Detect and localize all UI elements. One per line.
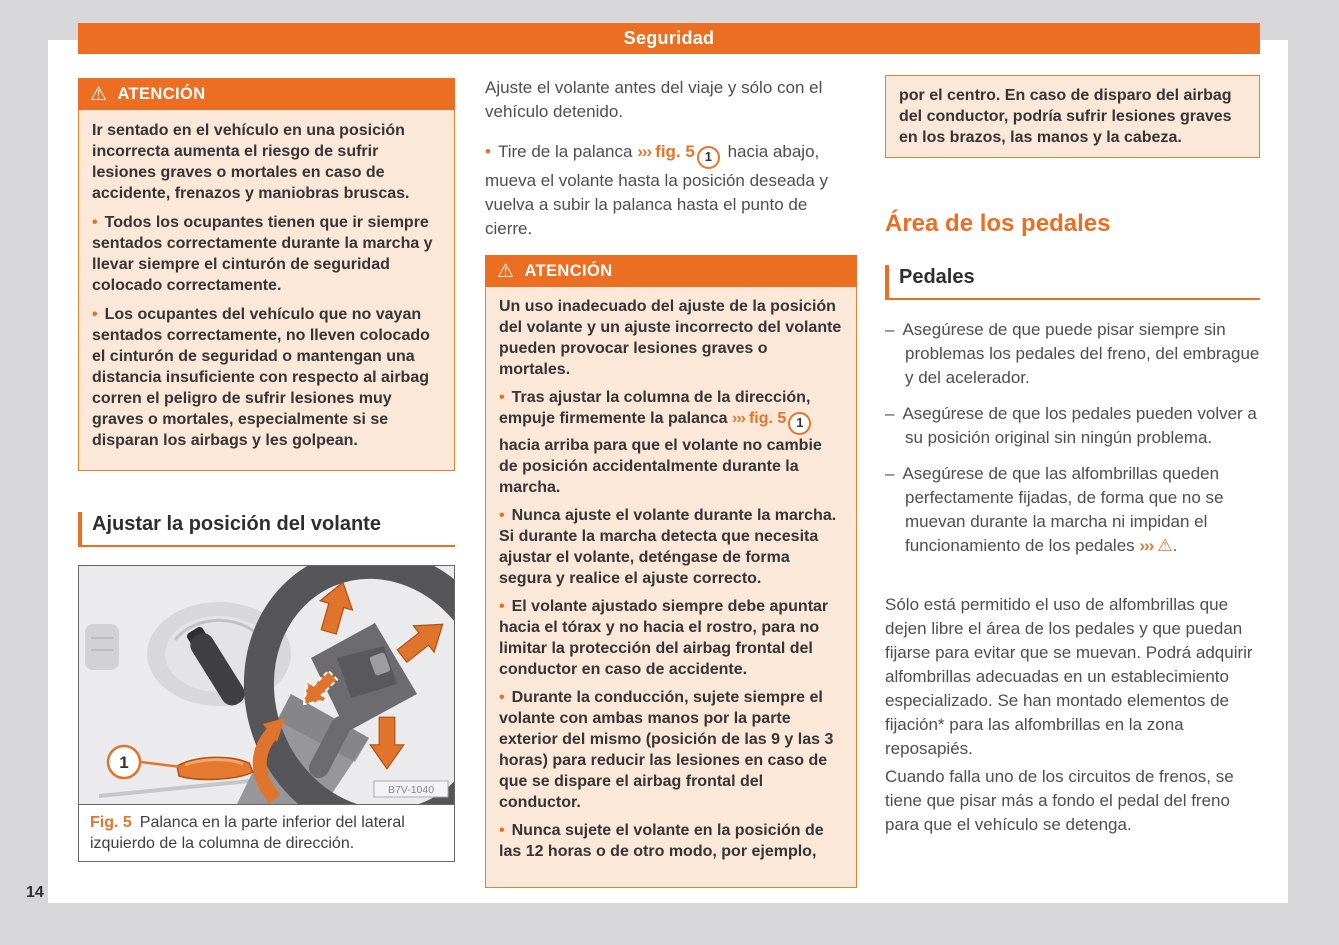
warning-continuation-text: por el centro. En caso de disparo del airbag del conductor, podría sufrir lesiones graves en los brazos, las manos y la cabeza. [899, 87, 1232, 146]
list-item-text: Asegúrese de que las alfombrillas queden perfectamente fijadas, de forma que no se muevan durante la marcha ni impidan el funcionamiento de los pedales [902, 464, 1224, 555]
warning-box-title: ATENCIÓN [117, 84, 206, 103]
bullet-marker: • [92, 306, 98, 323]
cross-ref-arrows-icon: ››› [1139, 536, 1154, 555]
warning-bullet-text: hacia arriba para que el volante no cambie de posición accidentalmente durante la marcha. [499, 437, 822, 496]
warning-bullet-text: Los ocupantes del vehículo que no vayan sentados correctamente, no lleven colocado el cinturón de seguridad o mantengan una distancia insuficiente con respecto al airbag corren el peligro de sufrir lesiones muy graves o mortales, especialmente si se disparan los airbags y les golpean. [92, 306, 430, 449]
warning-intro: Un uso inadecuado del ajuste de la posición del volante y un ajuste incorrecto del volante pueden provocar lesiones graves o mortales. [499, 298, 842, 378]
bullet-marker: • [499, 822, 505, 839]
pedal-checklist [885, 318, 1263, 570]
figure-caption-text: Palanca en la parte inferior del lateral izquierdo de la columna de dirección. [90, 814, 405, 852]
warning-triangle-icon: ⚠ [90, 83, 108, 105]
list-item-text: . [1172, 536, 1178, 555]
chapter-heading-pedales [885, 210, 1260, 238]
middle-intro-paragraph: Ajuste el volante antes del viaje y sólo con el vehículo detenido. [485, 78, 823, 121]
warning-intro: Ir sentado en el vehículo en una posición incorrecta aumenta el riesgo de sufrir lesiones graves o mortales en caso de accidente, frenazos y maniobras bruscas. [92, 122, 410, 202]
paragraph-alfombrillas: Sólo está permitido el uso de alfombrillas que dejen libre el área de los pedales y que puedan fijarse para evitar que se muevan. Podrá adquirir alfombrillas adecuadas en un establecimiento especializado. Se han montado elementos de fijación* para las alfombrillas en la zona reposapiés. [885, 595, 1253, 758]
warning-box-body [78, 110, 455, 471]
bullet-marker: • [485, 142, 491, 161]
section-heading-text: Pedales [899, 266, 975, 288]
figure-reference: fig. 5 [748, 410, 787, 427]
list-item [885, 462, 1263, 558]
warning-bullet-text: Nunca ajuste el volante durante la marcha. Si durante la marcha detecta que necesita ajustar el volante, deténgase de forma segura y realice el ajuste correcto. [499, 507, 837, 587]
dash-marker: – [885, 320, 895, 339]
list-item-text: Asegúrese de que los pedales pueden volver a su posición original sin ningún problema. [902, 404, 1257, 447]
paragraph-circuito-frenos: Cuando falla uno de los circuitos de frenos, se tiene que pisar más a fondo el pedal del freno para que el vehículo se detenga. [885, 767, 1234, 834]
warning-box-body [485, 287, 857, 888]
figure-watermark [374, 781, 448, 797]
circled-number-icon: 1 [697, 146, 720, 169]
bullet-text: Tire de la palanca [497, 142, 638, 161]
list-item [885, 402, 1263, 450]
list-item [885, 318, 1263, 390]
steering-wheel-illustration [79, 566, 454, 804]
list-item-text: Asegúrese de que puede pisar siempre sin problemas los pedales del freno, del embrague y del acelerador. [902, 320, 1260, 387]
warning-box-title: ATENCIÓN [524, 261, 613, 280]
cross-ref-arrows-icon: ››› [637, 142, 652, 161]
figure-caption [78, 804, 455, 862]
chapter-title: Seguridad [623, 28, 715, 48]
dash-marker: – [885, 404, 895, 423]
section-heading-pedales [885, 265, 1260, 300]
warning-bullet [499, 820, 843, 862]
chapter-header-bar [78, 23, 1260, 54]
warning-bullet-text: El volante ajustado siempre debe apuntar hacia el tórax y no hacia el rostro, para no limitar la protección del airbag frontal del conductor en caso de accidente. [499, 598, 829, 678]
warning-bullet [92, 304, 441, 451]
warning-bullet-text: Tras ajustar la columna de la dirección, empuje firmemente la palanca [499, 389, 811, 427]
bullet-text: hacia abajo, mueva el volante hasta la posición deseada y vuelva a subir la palanca hasta el punto de cierre. [485, 142, 829, 238]
figure-reference: fig. 5 [655, 142, 695, 161]
warning-bullet [499, 387, 843, 498]
figure-steering-wheel [78, 565, 455, 805]
release-lever [177, 757, 253, 779]
dash-marker: – [885, 464, 895, 483]
warning-bullet-text: Nunca sujete el volante en la posición de las 12 horas o de otro modo, por ejemplo, [499, 822, 824, 860]
warning-bullet [499, 596, 843, 680]
page-number: 14 [26, 884, 44, 901]
cross-ref-arrows-icon: ››› [731, 410, 745, 427]
warning-continuation-box [885, 75, 1260, 158]
warning-triangle-icon: ⚠ [1157, 536, 1173, 555]
warning-bullet [92, 212, 441, 296]
section-heading-ajustar-volante [78, 512, 455, 547]
watermark-code: B7V-1040 [387, 784, 435, 796]
section-heading-text: Ajustar la posición del volante [92, 513, 381, 535]
callout-number: 1 [119, 753, 129, 772]
figure-label: Fig. 5 [90, 814, 132, 831]
bullet-marker: • [499, 389, 505, 406]
bullet-marker: • [499, 507, 505, 524]
bullet-marker: • [92, 214, 98, 231]
middle-bullet-paragraph [485, 140, 857, 241]
warning-bullet-text: Durante la conducción, sujete siempre el volante con ambas manos por la parte exterior del mismo (posición de las 9 y las 3 horas) para reducir las lesiones en caso de que se dispare el airbag frontal del conductor. [499, 689, 834, 811]
bullet-marker: • [499, 689, 505, 706]
warning-box-header [78, 78, 455, 110]
warning-triangle-icon: ⚠ [497, 260, 515, 282]
warning-bullet [499, 687, 843, 813]
warning-bullet [499, 505, 843, 589]
circled-number-icon: 1 [788, 412, 811, 435]
warning-bullet-text: Todos los ocupantes tienen que ir siempre sentados correctamente durante la marcha y llevar siempre el cinturón de seguridad colocado correctamente. [92, 214, 433, 294]
chapter-heading-text: Área de los pedales [885, 210, 1111, 237]
warning-box-header [485, 255, 857, 287]
bullet-marker: • [499, 598, 505, 615]
